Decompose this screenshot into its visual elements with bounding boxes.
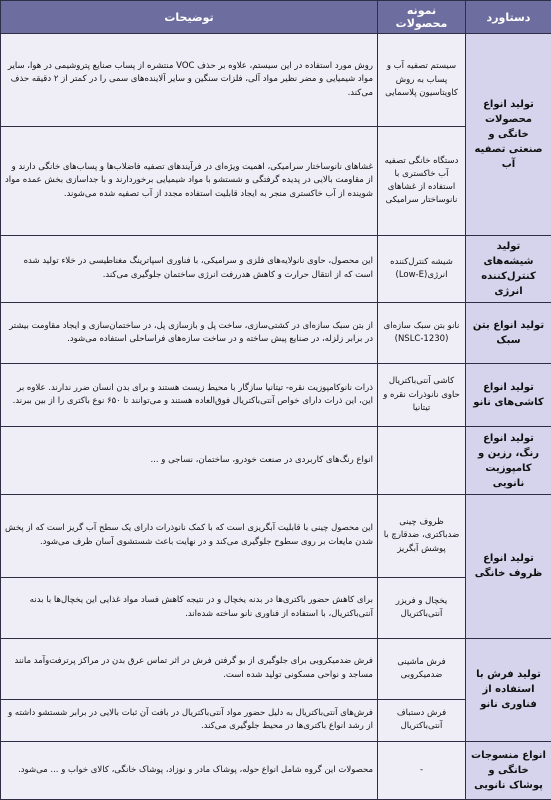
description-cell: ذرات نانوکامپوزیت نقره- تیتانیا سازگار با محیط زیست هستند و برای بدن انسان ضرر ندارند. علاوه بر این، این ذرات دارای خواص آنتی‌باکتریال فوق‌العاده هستند و می‌توانند تا ۶۵۰ نوع باکتری را از بین ببرند. xyxy=(1,364,378,427)
product-cell: فرش دستباف آنتی‌باکتریال xyxy=(378,699,466,742)
category-cell: تولید انواع محصولات خانگی و صنعتی تصفیه آب xyxy=(466,34,551,236)
header-row xyxy=(1,1,551,34)
table-row xyxy=(1,742,551,800)
product-cell: فرش ماشینی ضدمیکروبی xyxy=(378,638,466,699)
product-cell: شیشه کنترل‌کننده انرژی(Low-E) xyxy=(378,235,466,303)
description-cell: محصولات این گروه شامل انواع حوله، پوشاک مادر و نوزاد، پوشاک خانگی، کالای خواب و ... می‌شود. xyxy=(1,742,378,800)
category-cell: انواع منسوجات خانگی و پوشاک نانویی xyxy=(466,742,551,800)
header-product: نمونه محصولات xyxy=(378,1,466,34)
description-cell: غشاهای نانوساختار سرامیکی، اهمیت ویژه‌ای در فرآیندهای تصفیه فاضلاب‌ها و پساب‌های خانگی دارند و از مقاومت بالایی در پدیده گرفتگی و شستشو با مواد شیمیایی برخوردارند و با جداسازی بخش عمده مواد شوینده از آب خاکستری منجر به ایجاد قابلیت استفاده مجدد از آب تصفیه شده می‌شوند. xyxy=(1,127,378,235)
table-row xyxy=(1,303,551,364)
description-cell: فرش ضدمیکروبی برای جلوگیری از بو گرفتن فرش در اثر تماس عرق بدن در مراکز پرترفت‌وآمد مانند مساجد و نواحی مسکونی تولید شده است. xyxy=(1,638,378,699)
product-cell: نانو بتن سبک سازه‌ای (NSLC-1230) xyxy=(378,303,466,364)
category-cell: تولید شیشه‌های کنترل‌کننده انرژی xyxy=(466,235,551,303)
category-cell: تولید انواع ظروف خانگی xyxy=(466,494,551,638)
category-cell: تولید انواع رنگ، رزین و کامپوزیت نانویی xyxy=(466,427,551,495)
header-achievement: دستاورد xyxy=(466,1,551,34)
product-cell: ظروف چینی ضدباکتری، ضدقارچ با پوشش آبگریز xyxy=(378,494,466,577)
product-cell: یخچال و فریزر آنتی‌باکتریال xyxy=(378,578,466,639)
category-cell: تولید انواع بتن سبک xyxy=(466,303,551,364)
description-cell: روش مورد استفاده در این سیستم، علاوه بر حذف VOC منتشره از پساب صنایع پتروشیمی در هوا، سایر مواد شیمیایی و مضر نظیر مواد آلی، فلزات سنگین و سایر آلاینده‌های سمی را در کمتر از ۲ دقیقه حذف می‌کند. xyxy=(1,34,378,127)
header-description: توضیحات xyxy=(1,1,378,34)
table-row xyxy=(1,364,551,427)
product-cell: کاشی آنتی‌باکتریال حاوی نانوذرات نقره و تیتانیا xyxy=(378,364,466,427)
description-cell: این محصول چینی با قابلیت آبگریزی است که با کمک نانوذرات دارای یک سطح آب گریز است که از پخش شدن مایعات بر روی سطوح جلوگیری می‌کند و در نهایت باعث شستشوی آسان ظرف می‌شود. xyxy=(1,494,378,577)
category-cell: تولید فرش با استفاده از فناوری نانو xyxy=(466,638,551,741)
table-row xyxy=(1,235,551,303)
category-cell: تولید انواع کاشی‌های نانو xyxy=(466,364,551,427)
product-cell xyxy=(378,427,466,495)
description-cell: فرش‌های آنتی‌باکتریال به دلیل حضور مواد آنتی‌باکتریال در بافت آن ثبات بالایی در برابر شستشو داشته و از رشد انواع باکتری‌ها در محیط جلوگیری می‌کند. xyxy=(1,699,378,742)
description-cell: انواع رنگ‌های کاربردی در صنعت خودرو، ساختمان، نساجی و ... xyxy=(1,427,378,495)
product-cell: دستگاه خانگی تصفیه آب خاکستری با استفاده از غشاهای نانوساختار سرامیکی xyxy=(378,127,466,235)
product-cell: سیستم تصفیه آب و پساب به روش کاویتاسیون پلاسمایی xyxy=(378,34,466,127)
table-row xyxy=(1,427,551,495)
description-cell: این محصول، حاوی نانولایه‌های فلزی و سرامیکی، با فناوری اسپاترینگ مغناطیسی در خلاء تولید شده است که از انتقال حرارت و کاهش هدررفت انرژی ساختمان جلوگیری می‌کند. xyxy=(1,235,378,303)
description-cell: برای کاهش حضور باکتری‌ها در بدنه یخچال و در نتیجه کاهش فساد مواد غذایی این یخچال‌ها با بدنه آنتی‌باکتریال، با استفاده از فناوری نانو ساخته شده‌اند. xyxy=(1,578,378,639)
description-cell: از بتن سبک سازه‌ای در کشتی‌سازی، ساخت پل و بازسازی پل، در ساختمان‌سازی و ایجاد مقاومت بیشتر در برابر زلزله، در صنایع پیش ساخته و در ساخت سازه‌های فراساحلی استفاده می‌شود. xyxy=(1,303,378,364)
product-cell: - xyxy=(378,742,466,800)
table-row xyxy=(1,494,551,577)
table-row xyxy=(1,638,551,699)
table-row xyxy=(1,34,551,127)
